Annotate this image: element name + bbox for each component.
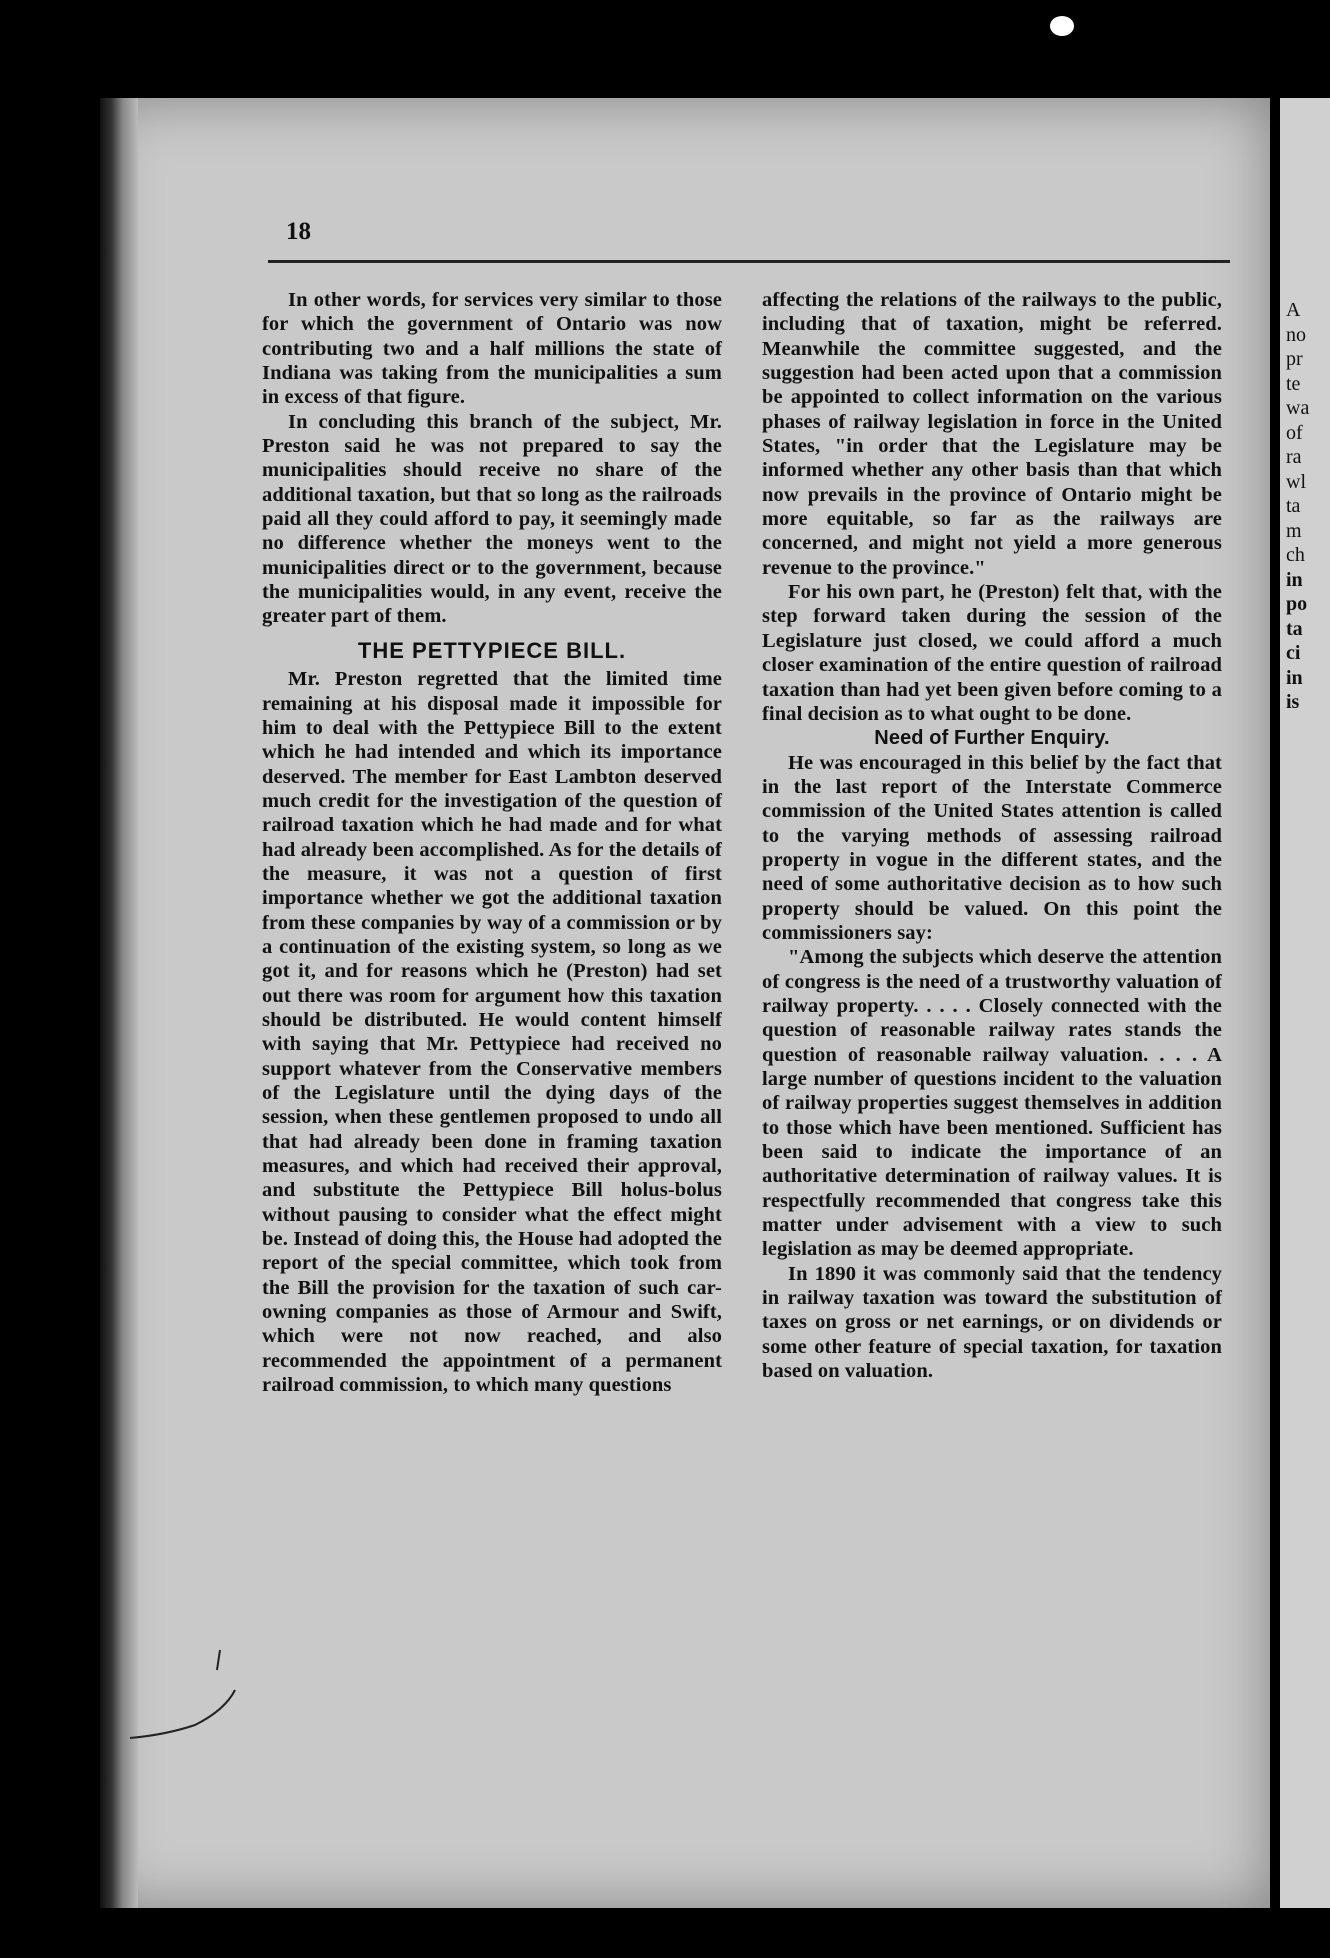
- scan-artifact-dot: [1050, 16, 1074, 36]
- adjacent-page-fragments: [1280, 98, 1330, 715]
- adjacent-page-fragment: m: [1286, 519, 1302, 542]
- adjacent-page-fragment: wa: [1286, 397, 1310, 419]
- adjacent-page-fragment: ta: [1286, 617, 1303, 640]
- paragraph: Mr. Preston regretted that the limited time remaining at his disposal made it impossible for him to deal with the Pettypiece Bill to the extent which he had intended and which its importance deserved. The member for East Lambton deserved much credit for the investigation of the question of railroad taxation which he had made and for what had already been accomplished. As for the details of the measure, it was not a question of first importance whether we got the additional taxation from these companies by way of a commission or by a continuation of the existing system, so long as we got it, and for reasons which he (Preston) had set out there was room for argument how this taxation should be distributed. He would content himself with saying that Mr. Pettypiece had received no support whatever from the Conservative members of the Legislature until the dying days of the session, when these gentlemen proposed to undo all that had already been done in framing taxation measures, and which had received their approval, and substitute the Pettypiece Bill holus-bolus without pausing to consider what the effect might be. Instead of doing this, the House had adopted the report of the special committee, which took from the Bill the provision for the taxation of such car-owning companies as those of Armour and Swift, which were not now reached, and also recommended the appointment of a permanent railroad commission, to which many questions: [262, 668, 722, 1397]
- adjacent-page-fragment: of: [1286, 421, 1303, 444]
- adjacent-page-fragment: ra: [1286, 446, 1302, 468]
- paragraph: In 1890 it was commonly said that the tendency in railway taxation was toward the substitution of taxes on gross or net earnings, or on dividends or some other feature of special taxation, for taxation based on valuation.: [762, 1262, 1222, 1383]
- adjacent-page-fragment: po: [1286, 593, 1308, 615]
- paragraph: In other words, for services very similar to those for which the government of Ontario was now contributing two and a half millions the state of Indiana was taking from the municipalities a sum in excess of that figure.: [262, 289, 722, 409]
- adjacent-page-fragment: is: [1286, 691, 1300, 713]
- section-heading: THE PETTYPIECE BILL.: [357, 637, 627, 663]
- left-column: [262, 288, 722, 1397]
- section-heading: Need of Further Enquiry.: [874, 727, 1110, 750]
- page-binding-edge: [100, 98, 138, 1908]
- adjacent-page-fragment: te: [1286, 372, 1301, 395]
- right-column: [762, 288, 1222, 1383]
- adjacent-page: [1272, 98, 1330, 1908]
- paragraph: In concluding this branch of the subject, Mr. Preston said he was not prepared to say the municipalities should receive no share of the additional taxation, but that so long as the railroads paid all they could afford to pay, it seemingly made no difference whether the moneys went to the municipalities direct or to the government, because the municipalities would, in any event, receive the greater part of them.: [262, 410, 722, 628]
- paragraph: For his own part, he (Preston) felt that, with the step forward taken during the session of the Legislature just closed, we could afford a much closer examination of the entire question of railroad taxation than had yet been given before coming to a final decision as to what ought to be done.: [762, 581, 1222, 725]
- pencil-margin-mark: [125, 1650, 245, 1740]
- adjacent-page-fragment: pr: [1286, 348, 1303, 370]
- adjacent-page-fragment: ch: [1286, 544, 1305, 566]
- adjacent-page-fragment: A: [1286, 299, 1301, 321]
- adjacent-page-fragment: in: [1286, 666, 1303, 689]
- paragraph: He was encouraged in this belief by the fact that in the last report of the Interstate Commerce commission of the United States attention is called to the varying methods of assessing railroad property in vogue in the different states, and the need of some authoritative decision as to how such property should be valued. On this point the commissioners say:: [762, 751, 1222, 944]
- adjacent-page-fragment: ci: [1286, 642, 1301, 664]
- adjacent-page-fragment: wl: [1286, 470, 1306, 493]
- adjacent-page-fragment: ta: [1286, 495, 1301, 517]
- adjacent-page-fragment: no: [1286, 323, 1306, 346]
- paragraph: "Among the subjects which deserve the attention of congress is the need of a trustworthy valuation of railway property. . . . . Closely connected with the question of reasonable railway rates stands the question of reasonable railway valuation. . . . A large number of questions incident to the valuation of railway properties suggest themselves in addition to those which have been mentioned. Sufficient has been said to indicate the importance of an authoritative determination of railway values. It is respectfully recommended that congress take this matter under advisement with a view to such legislation as may be deemed appropriate.: [762, 946, 1222, 1261]
- header-rule: [268, 260, 1230, 263]
- adjacent-page-fragment: in: [1286, 568, 1303, 591]
- paragraph: affecting the relations of the railways to the public, including that of taxation, might be referred. Meanwhile the committee suggested, and the suggestion had been acted upon that a commission be appointed to collect information on the various phases of railway legislation in force in the United States, "in order that the Legislature may be informed whether any other basis than that which now prevails in the province of Ontario might be more equitable, so far as the railways are concerned, and might not yield a more generous revenue to the province.": [762, 289, 1222, 579]
- page-number: 18: [286, 218, 311, 245]
